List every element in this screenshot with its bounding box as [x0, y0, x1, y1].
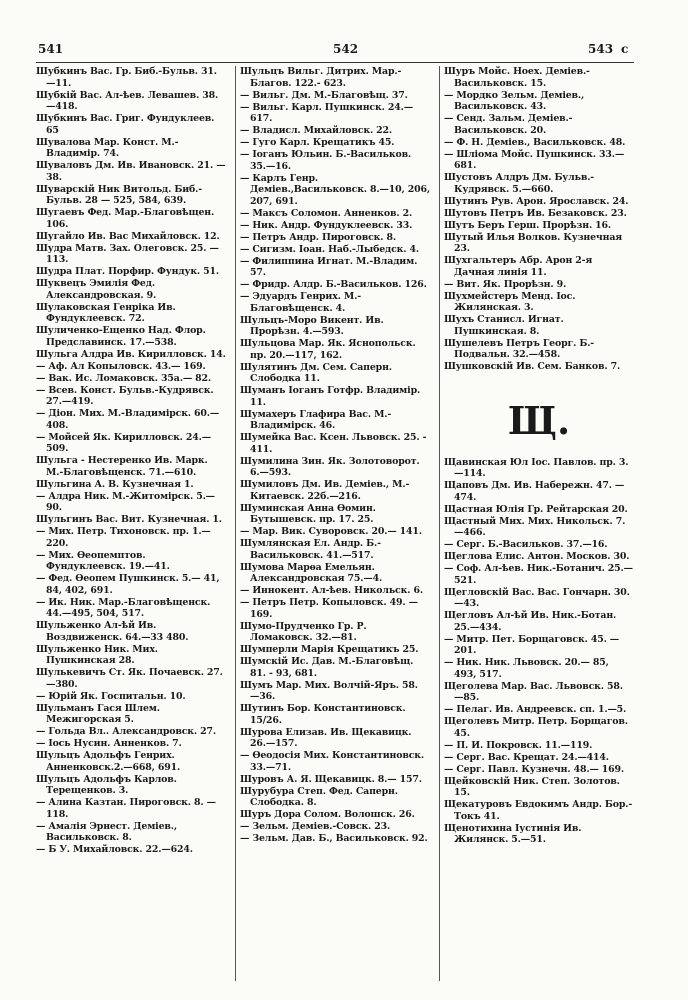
directory-entry: Шуварскій Ник Витольд. Биб.-Бульв. 28 — 525, 584, 639.	[36, 183, 202, 206]
page-number-mark: c	[621, 42, 629, 56]
directory-entry: Шумилина Зин. Як. Золотоворот. 6.—593.	[240, 455, 420, 478]
directory-entry: — Мих. Петр. Тихоновск. пр. 1.—220.	[36, 526, 211, 549]
directory-entry: — Мордко Зельм. Деміев., Васильковск. 43.	[444, 89, 585, 112]
directory-entry: — Зельм. Дав. Б., Васильковск. 92.	[240, 833, 428, 844]
directory-entry: Щенотихина Іустинія Ив. Жилянск. 5.—51.	[444, 822, 582, 845]
directory-entry: Шумова Марѳа Емельян. Александровская 75.—4.	[240, 561, 383, 584]
directory-entry: Щегловъ Ал-ѣй Ив. Ник.-Ботан. 25.—434.	[444, 610, 617, 633]
directory-entry: Щекатуровъ Евдокимъ Андр. Бор.-Токъ 41.	[444, 799, 633, 822]
directory-entry: Шульцъ Адольфъ Карлов. Терещенков. 3.	[36, 773, 177, 796]
directory-columns	[36, 66, 634, 981]
directory-entry: Шульженко Ал-ѣй Ив. Воздвиженск. 64.—33 480.	[36, 620, 189, 643]
directory-entry: Шугаевъ Фед. Мар.-Благовѣщен. 106.	[36, 207, 215, 230]
directory-entry: — Вильг. Карл. Пушкинск. 24.— 617.	[240, 101, 413, 124]
directory-entry: — Вит. Як. Прорѣзн. 9.	[444, 278, 567, 290]
directory-entry: Шустовъ Алдръ Дм. Бульв.-Кудрявск. 5.—660.	[444, 172, 595, 195]
directory-entry: Шуминская Анна Ѳомин. Бутышевск. пр. 17. 25.	[240, 502, 376, 525]
directory-entry: — Сенд. Зальм. Деміев.-Васильковск. 20.	[444, 113, 573, 136]
directory-entry: Шутый Илья Волков. Кузнечная 23.	[444, 231, 623, 254]
directory-entry: Шурова Елизав. Ив. Щекавицк. 26.—157.	[240, 726, 412, 749]
page-number-center: 542	[333, 42, 359, 56]
directory-entry: — Фед. Ѳеопем Пушкинск. 5.— 41, 84, 402, 691.	[36, 573, 220, 596]
directory-entry: Щаповъ Дм. Ив. Набережн. 47. —474.	[444, 480, 625, 503]
directory-entry: — Амалія Эрнест. Деміев., Васильковск. 8.	[36, 820, 177, 843]
column-divider-left	[235, 66, 236, 981]
directory-entry: Шухъ Станисл. Игнат. Пушкинская. 8.	[444, 314, 564, 337]
directory-entry: — Мих. Ѳеопемптов. Фундуклеевск. 19.—41.	[36, 549, 170, 572]
directory-entry: — Ник. Ник. Львовск. 20.— 85, 493, 517.	[444, 657, 609, 680]
directory-entry: Шульгина А. В. Кузнечная 1.	[36, 478, 194, 490]
directory-entry: Шумейка Вас. Ксен. Львовск. 25. - 411.	[240, 432, 427, 455]
directory-entry: — Ик. Ник. Мар.-Благовѣщенск. 44.—495, 504, 517.	[36, 596, 211, 619]
directory-entry: — Гуго Карл. Крещатикъ 45.	[240, 137, 395, 148]
directory-entry: Шумскій Ис. Дав. М.-Благовѣщ. 81. - 93, 681.	[240, 656, 414, 679]
directory-entry: — Серг. Павл. Кузнечн. 48.— 169.	[444, 763, 625, 775]
directory-entry: Шулятинъ Дм. Сем. Саперн. Слободка 11.	[240, 361, 392, 384]
column-right-top	[444, 66, 634, 373]
column-right-bottom	[444, 457, 634, 846]
directory-entry: — Пелаг. Ив. Андреевск. сп. 1.—5.	[444, 704, 627, 715]
directory-entry: Шубкій Вас. Ал-ѣев. Левашев. 38.—418.	[36, 89, 219, 112]
directory-entry: Шульженко Ник. Мих. Пушкинская 28.	[36, 643, 158, 666]
directory-entry: — Максъ Соломон. Анненков. 2.	[240, 207, 413, 219]
page-number-left: 541	[38, 42, 64, 56]
directory-entry: Щастный Мих. Мих. Никольск. 7.—466.	[444, 515, 626, 538]
directory-entry: Шуквецъ Эмилія Фед. Александровская. 9.	[36, 278, 157, 301]
directory-entry: Щеголева Мар. Вас. Львовск. 58. —85.	[444, 680, 623, 703]
directory-entry: — Петръ Андр. Пироговск. 8.	[240, 231, 396, 243]
directory-entry: Шурубура Степ. Фед. Саперн. Слободка. 8.	[240, 785, 398, 808]
directory-entry: — Петръ Петр. Копыловск. 49. —169.	[240, 597, 418, 620]
directory-entry: Шулькевичъ Ст. Як. Почаевск. 27.—380.	[36, 667, 223, 690]
directory-entry: — Юрій Як. Госпитальн. 10.	[36, 690, 186, 702]
directory-entry: — Соф. Ал-ѣев. Ник.-Ботанич. 25.—521.	[444, 563, 633, 586]
directory-entry: — Ник. Андр. Фундуклеевск. 33.	[240, 219, 413, 231]
directory-entry: Шуровъ А. Я. Щекавицк. 8.— 157.	[240, 773, 422, 785]
column-left	[36, 66, 226, 981]
directory-entry: Шумиловъ Дм. Ив. Деміев., М.-Китаевск. 22б.—216.	[240, 479, 410, 502]
column-right	[444, 66, 634, 981]
directory-entry: — Серг. Вас. Крещат. 24.—414.	[444, 751, 609, 763]
directory-entry: Шубкинъ Вас. Гр. Биб.-Бульв. 31.—11.	[36, 66, 217, 89]
directory-entry: — П. И. Покровск. 11.—119.	[444, 739, 593, 751]
directory-entry: Шульцъ-Моро Викент. Ив. Прорѣзн. 4.—593.	[240, 314, 384, 337]
directory-entry: — Филиппина Игнат. М.-Владим. 57.	[240, 255, 418, 278]
directory-entry: — Иннокент. Ал-ѣев. Никольск. 6.	[240, 585, 423, 596]
directory-entry: Шульцъ Вильг. Дитрих. Мар.-Благов. 122.- 623.	[240, 66, 402, 89]
directory-entry: Шульманъ Гася Шлем. Межигорская 5.	[36, 702, 160, 725]
directory-entry: — Владисл. Михайловск. 22.	[240, 125, 393, 136]
directory-entry: Шушелевъ Петръ Георг. Б.-Подвальн. 32.—458.	[444, 337, 595, 360]
directory-entry: — Б У. Михайловск. 22.—624.	[36, 844, 193, 855]
directory-entry: Щавинская Юл Іос. Павлов. пр. 3.—114.	[444, 456, 629, 479]
page-header	[0, 42, 688, 62]
directory-entry: Шумахеръ Глафира Вас. М.-Владимірск. 46.	[240, 408, 392, 431]
directory-entry: — Зельм. Деміев.-Совск. 23.	[240, 821, 391, 832]
directory-entry: — Вак. Ис. Ломаковск. 35а.— 82.	[36, 372, 212, 384]
section-letter: Щ.	[507, 397, 571, 443]
directory-entry: — Всев. Конст. Бульв.-Кудрявск. 27.—419.	[36, 384, 214, 407]
directory-entry: — Ф. Н. Деміев., Васильковск. 48.	[444, 136, 626, 148]
directory-entry: Шухгальтеръ Абр. Арон 2-я Дачная линія 11.	[444, 255, 593, 278]
directory-entry: — Сигизм. Іоан. Наб.-Лыбедск. 4.	[240, 243, 419, 255]
directory-entry: — Іоганъ Юльин. Б.-Васильков. 35.—16.	[240, 149, 412, 172]
directory-entry: — Митр. Пет. Борщаговск. 45. —201.	[444, 633, 620, 656]
directory-entry: Шуличенко-Ещенко Над. Флор. Предславинск. 17.—538.	[36, 325, 206, 348]
column-middle	[240, 66, 430, 981]
directory-entry: — Алдра Ник. М.-Житомірск. 5.—90.	[36, 490, 215, 513]
directory-entry: Шульцова Мар. Як. Яснопольск. пр. 20.—117, 162.	[240, 338, 416, 361]
page-number-right: 543	[588, 42, 614, 56]
directory-entry: Шульга - Нестеренко Ив. Марк. М.-Благовѣщенск. 71.—610.	[36, 455, 208, 478]
directory-entry: — Эдуардъ Генрих. М.-Благовѣщенск. 4.	[240, 291, 361, 314]
directory-entry: Щастная Юлія Гр. Рейтарская 20.	[444, 503, 628, 515]
directory-entry: Шутовъ Петръ Ив. Безаковск. 23.	[444, 207, 627, 219]
directory-entry: Шуръ Мойс. Ноех. Деміев.-Васильковск. 15.	[444, 66, 590, 89]
directory-entry: Шулаковская Генріка Ив. Фундуклеевск. 72.	[36, 301, 176, 324]
directory-entry: Шумъ Мар. Мих. Волчій-Яръ. 58. —36.	[240, 679, 418, 702]
directory-entry: Шуваловъ Дм. Ив. Ивановск. 21. —38.	[36, 160, 226, 183]
directory-entry: Шульцъ Адольфъ Генрих. Анненковск.2.—668, 691.	[36, 750, 181, 773]
directory-entry: Щегловскій Вас. Вас. Гончарн. 30. —43.	[444, 586, 630, 609]
directory-entry: Шульга Алдра Ив. Кирилловск. 14.	[36, 348, 226, 360]
directory-entry: Шумперли Марія Крещатикъ 25.	[240, 644, 419, 655]
header-rule	[36, 62, 634, 63]
directory-entry: Шутинъ Бор. Константиновск. 15/26.	[240, 703, 406, 726]
directory-entry: Шульгинъ Вас. Вит. Кузнечная. 1.	[36, 514, 222, 525]
directory-entry: — Мар. Вик. Суворовск. 20.— 141.	[240, 526, 422, 537]
directory-entry: — Алина Казтан. Пироговск. 8. —118.	[36, 797, 216, 820]
directory-entry: Шушковскій Ив. Сем. Банков. 7.	[444, 361, 621, 372]
directory-entry: — Фридр. Алдр. Б.-Васильков. 126.	[240, 279, 427, 290]
directory-entry: Шуманъ Іоганъ Готфр. Владимір. 11.	[240, 385, 421, 408]
column-divider-right	[439, 66, 440, 981]
directory-entry: Шумлянская Ел. Андр. Б.-Васильковск. 41.—517.	[240, 538, 381, 561]
directory-entry: Шудра Плат. Порфир. Фундук. 51.	[36, 266, 220, 277]
directory-entry: Шудра Матв. Зах. Олеговск. 25. —113.	[36, 242, 219, 265]
directory-entry: Шумо-Прудченко Гр. Р. Ломаковск. 32.—81.	[240, 620, 367, 643]
directory-entry: Шугайло Ив. Вас Михайловск. 12.	[36, 230, 220, 242]
directory-entry: — Гольда Вл.. Александровск. 27.	[36, 726, 216, 737]
directory-entry: — Вильг. Дм. М.-Благовѣщ. 37.	[240, 89, 408, 101]
directory-entry: Щеглова Елис. Антон. Москов. 30.	[444, 551, 630, 562]
directory-entry: Шухмейстеръ Менд. Іос. Жилянская. 3.	[444, 290, 576, 313]
directory-entry: Шуръ Дора Солом. Волошск. 26.	[240, 809, 415, 820]
directory-entry: — Іось Нусин. Анненков. 7.	[36, 738, 182, 749]
directory-entry: Щейковскій Ник. Степ. Золотов. 15.	[444, 775, 620, 798]
directory-entry: — Аф. Ал Копыловск. 43.— 169.	[36, 360, 206, 372]
directory-entry: — Карлъ Генр. Деміев.,Васильковск. 8.—10, 206, 207, 691.	[240, 172, 430, 207]
directory-entry: — Шліома Мойс. Пушкинск. 33.—681.	[444, 148, 625, 171]
directory-entry: Щеголевъ Митр. Петр. Борщагов. 45.	[444, 716, 628, 739]
directory-entry: Шутинъ Рув. Арон. Ярославск. 24.	[444, 195, 629, 207]
directory-entry: — Ѳеодосія Мих. Константиновск. 33.—71.	[240, 750, 425, 773]
directory-entry: — Діон. Мих. М.-Владимірск. 60.—408.	[36, 408, 220, 431]
directory-entry: Шубкинъ Вас. Григ. Фундуклеев. 65	[36, 113, 215, 136]
directory-entry: — Серг. Б.-Васильков. 37.—16.	[444, 539, 608, 550]
directory-entry: Шутъ Беръ Герш. Прорѣзн. 16.	[444, 219, 612, 231]
directory-entry: Шувалова Мар. Конст. М.-Владимір. 74.	[36, 136, 179, 159]
directory-entry: — Мойсей Як. Кирилловск. 24.— 509.	[36, 431, 211, 454]
